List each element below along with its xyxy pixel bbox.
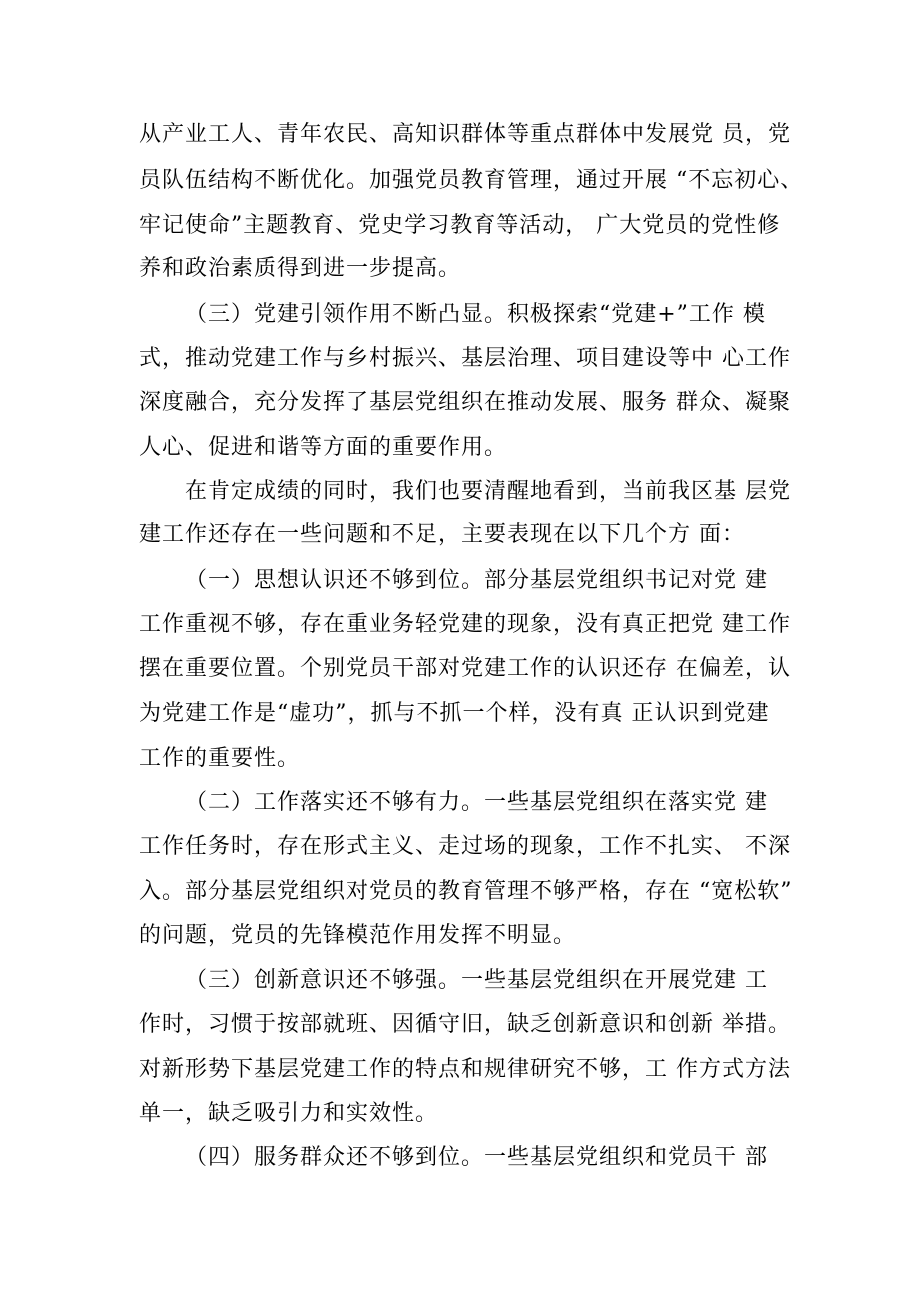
- text-line: [0, 1138, 920, 1178]
- text-line: [0, 916, 920, 956]
- text-line: [0, 1050, 920, 1090]
- text-line: [0, 472, 920, 512]
- text-line: [0, 383, 920, 423]
- text-segment: 工作重视不够，存在重业务轻党建的现象，没有真正把党 建工作: [139, 612, 791, 637]
- text-line: [0, 249, 920, 289]
- text-line: [0, 339, 920, 379]
- text-line: [0, 872, 920, 912]
- text-segment: （一）思想认识还不够到位。部分基层党组织书记对党 建: [185, 568, 768, 593]
- text-segment: 工作任务时，存在形式主义、走过场的现象，工作不扎实、 不深: [139, 834, 791, 859]
- text-line: [0, 115, 920, 155]
- text-segment: 式，推动党建工作与乡村振兴、基层治理、项目建设等中 心工作: [139, 346, 791, 371]
- text-line: [0, 561, 920, 601]
- text-line: [0, 694, 920, 734]
- text-segment: 从产业工人、青年农民、高知识群体等重点群体中发展党 员，党: [139, 122, 791, 147]
- text-segment: （三）创新意识还不够强。一些基层党组织在开展党建 工: [185, 968, 768, 993]
- text-segment: 深度融合，充分发挥了基层党组织在推动发展、服务 群众、凝聚: [139, 390, 791, 415]
- text-segment: 对新形势下基层党建工作的特点和规律研究不够，工 作方式方法: [139, 1057, 791, 1082]
- text-line: [0, 783, 920, 823]
- text-line: [0, 649, 920, 689]
- text-line: [0, 295, 920, 335]
- text-segment: 单一，缺乏吸引力和实效性。: [139, 1101, 439, 1126]
- text-line: [0, 827, 920, 867]
- text-segment: 员队伍结构不断优化。加强党员教育管理，通过开展 “不忘初心、: [139, 168, 804, 193]
- text-segment: 为党建工作是“虚功”，抓与不抓一个样，没有真 正认识到党建: [139, 701, 770, 726]
- text-segment: 作时，习惯于按部就班、因循守旧，缺乏创新意识和创新 举措。: [139, 1012, 791, 1037]
- text-segment: 建工作还存在一些问题和不足，主要表现在以下几个方 面：: [139, 522, 745, 547]
- text-segment: （三）党建引领作用不断凸显。积极探索“党建+”工作 模: [185, 302, 766, 327]
- text-line: [0, 1094, 920, 1134]
- text-line: [0, 515, 920, 555]
- text-line: [0, 605, 920, 645]
- text-line: [0, 1005, 920, 1045]
- text-line: [0, 428, 920, 468]
- text-line: [0, 161, 920, 201]
- text-segment: 在肯定成绩的同时，我们也要清醒地看到，当前我区基 层党: [185, 479, 791, 504]
- text-segment: 人心、促进和谐等方面的重要作用。: [139, 435, 508, 460]
- text-segment: （二）工作落实还不够有力。一些基层党组织在落实党 建: [185, 790, 768, 815]
- text-line: [0, 739, 920, 779]
- text-line: [0, 961, 920, 1001]
- text-segment: 摆在重要位置。个别党员干部对党建工作的认识还存 在偏差，认: [139, 656, 791, 681]
- text-segment: 工作的重要性。: [139, 746, 301, 771]
- text-segment: 的问题，党员的先锋模范作用发挥不明显。: [139, 923, 577, 948]
- text-segment: 牢记使命”主题教育、党史学习教育等活动， 广大党员的党性修: [139, 213, 781, 238]
- text-segment: （四）服务群众还不够到位。一些基层党组织和党员干 部: [185, 1145, 768, 1170]
- text-segment: 入。部分基层党组织对党员的教育管理不够严格，存在 “宽松软”: [139, 879, 793, 904]
- text-line: [0, 206, 920, 246]
- text-segment: 养和政治素质得到进一步提高。: [139, 256, 462, 281]
